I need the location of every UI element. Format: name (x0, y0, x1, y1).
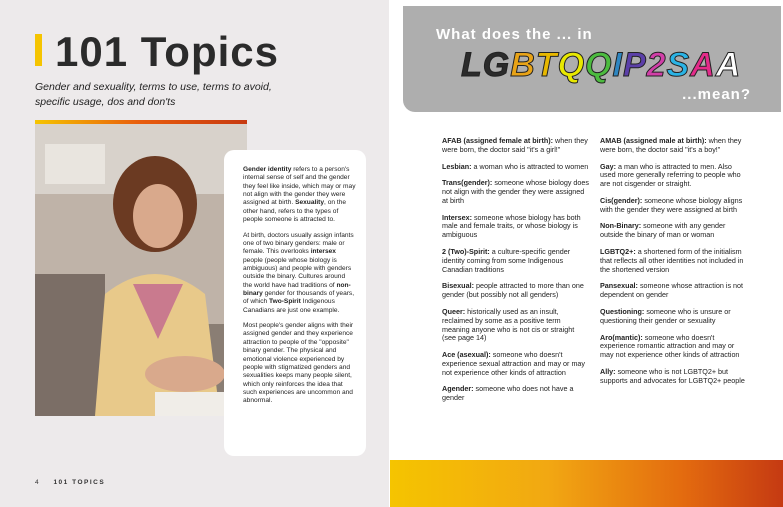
inline-term: non-binary (243, 281, 351, 298)
info-card (224, 150, 366, 456)
term-definition: a shortened form of the initialism that reflects all other identities not included in the shortened version (600, 247, 744, 274)
term-name: Ally: (600, 366, 616, 376)
inline-term: intersex (310, 248, 336, 256)
term-name: LGBTQ2+: (600, 247, 636, 257)
term-definition: a culture-specific gender identity coming from some Indigenous Canadian traditions (442, 247, 571, 274)
term-definition: someone whose biology does not align with the gender they were assigned at birth (442, 178, 590, 205)
term-definition: someone who doesn't experience romantic attraction and may or may not experience other kinds of attraction (600, 332, 740, 360)
term-definition: when they were born, the doctor said "it's a boy!" (600, 136, 742, 154)
acronym-letter: G (482, 46, 511, 84)
portrait-photo (35, 124, 247, 416)
term-definition: someone who does not have a gender (442, 384, 574, 403)
term-name: Intersex: (442, 212, 472, 222)
term-definition: someone who doesn't experience sexual attraction and may or may not experience other kinds of attraction (442, 350, 586, 377)
term-definition: people attracted to more than one gender (but possibly not all genders) (442, 281, 584, 300)
glossary-term (600, 163, 748, 189)
title-accent-bar (35, 34, 42, 66)
acronym-letter: Q (585, 46, 613, 84)
inline-term: Gender identity (243, 166, 292, 173)
info-text: At birth, doctors usually assign infants one of two binary genders: male or female. This overlooks (243, 231, 354, 256)
gradient-footer-band (390, 460, 783, 507)
glossary-term (442, 248, 590, 274)
glossary-term (600, 308, 748, 326)
glossary-term (600, 248, 748, 274)
term-definition: someone whose biology aligns with the gender they were assigned at birth (600, 195, 743, 214)
glossary-term (442, 385, 590, 403)
term-name: Questioning: (600, 306, 645, 316)
info-paragraph (243, 232, 356, 316)
glossary-term (600, 282, 748, 300)
acronym-letter: B (510, 46, 536, 84)
term-definition: a woman who is attracted to women (471, 161, 589, 171)
acronym-letter: A (690, 46, 716, 84)
glossary-term (442, 163, 590, 172)
info-text: Indigenous Canadians are just one example. (243, 298, 340, 314)
term-definition: someone who is unsure or questioning their gender or sexuality (600, 306, 731, 325)
page-subtitle: Gender and sexuality, terms to use, terms to avoid, specific usage, dos and don'ts (35, 81, 272, 109)
inline-term: Sexuality (295, 199, 325, 207)
term-name: Aro(mantic): (600, 332, 643, 342)
header-question-end: ...mean? (682, 86, 751, 103)
acronym-letter: 2 (646, 46, 667, 84)
term-name: Trans(gender): (442, 178, 493, 188)
info-text: people (people whose biology is ambiguous) and people with genders outside the binary. Cultures around the world have had traditions of (243, 256, 352, 289)
term-name: 2 (Two)-Spirit: (442, 247, 490, 257)
glossary-term (600, 222, 748, 240)
term-definition: when they were born, the doctor said "it's a girl!" (442, 136, 588, 154)
header-box (403, 6, 781, 112)
term-definition: someone whose biology has both male and female traits, or whose biology is ambiguous (442, 212, 581, 240)
term-definition: someone who is not LGBTQ2+ but supports and advocates for LGBTQ2+ people (600, 366, 745, 385)
page-footer (35, 479, 105, 486)
term-name: Agender: (442, 384, 474, 394)
term-definition: historically used as an insult, reclaimed by some as a positive term meaning anyone who is not cis or straight (see page 14) (442, 306, 575, 343)
term-name: Ace (asexual): (442, 350, 491, 360)
term-name: Cis(gender): (600, 195, 643, 205)
acronym-title (461, 46, 741, 85)
acronym-letter: I (612, 46, 623, 84)
inline-term: Two-Spirit (269, 298, 301, 306)
right-page (393, 0, 783, 507)
acronym-letter: L (461, 46, 483, 84)
header-question-start: What does the ... in (436, 26, 593, 43)
term-name: AFAB (assigned female at birth): (442, 136, 554, 145)
glossary-term (442, 351, 590, 377)
term-definition: a man who is attracted to men. Also used more generally referring to people who are not cisgender or straight. (600, 161, 741, 189)
page-number: 4 (35, 479, 41, 486)
term-definition: someone whose attraction is not dependent on gender (600, 281, 744, 300)
term-name: Non-Binary: (600, 221, 642, 231)
info-text: , on the other hand, refers to the types of people someone is attracted to. (243, 199, 347, 224)
glossary-term (442, 179, 590, 205)
acronym-letter: P (622, 46, 647, 84)
info-paragraph (243, 166, 356, 225)
glossary-term (600, 137, 748, 155)
info-text: refers to a person's internal sense of self and the gender they feel like inside, which may or may not align with the gender they were assigned at birth. (243, 166, 356, 207)
glossary-term (442, 214, 590, 240)
footer-label: 101 TOPICS (53, 479, 106, 486)
terms-column-right (600, 137, 748, 393)
terms-column-left (442, 137, 590, 411)
term-name: Pansexual: (600, 281, 638, 291)
acronym-letter: A (715, 46, 742, 84)
term-name: Gay: (600, 161, 616, 171)
acronym-letter: S (666, 46, 691, 84)
glossary-term (600, 197, 748, 215)
glossary-term (442, 137, 590, 155)
glossary-term (442, 282, 590, 300)
acronym-letter: T (535, 46, 558, 84)
left-page (0, 0, 389, 507)
term-name: AMAB (assigned male at birth): (600, 136, 707, 145)
term-name: Queer: (442, 306, 466, 316)
term-definition: someone with any gender outside the binary of man or woman (600, 221, 726, 240)
info-text: gender for thousands of years, of which (243, 290, 355, 306)
acronym-letter: Q (557, 46, 586, 84)
glossary-term (600, 334, 748, 360)
term-name: Bisexual: (442, 281, 474, 291)
page-title: 101 Topics (55, 28, 279, 75)
glossary-term (442, 308, 590, 343)
term-name: Lesbian: (442, 161, 472, 171)
glossary-term (600, 368, 748, 386)
info-paragraph: Most people's gender aligns with their assigned gender and they experience attraction to people of the "opposite" binary gender. The physical and emotional violence experienced by people with stigmatized genders and sexualities keeps many people silent, which only reinforces the idea that such experiences are uncommon and abnormal. (243, 322, 354, 405)
